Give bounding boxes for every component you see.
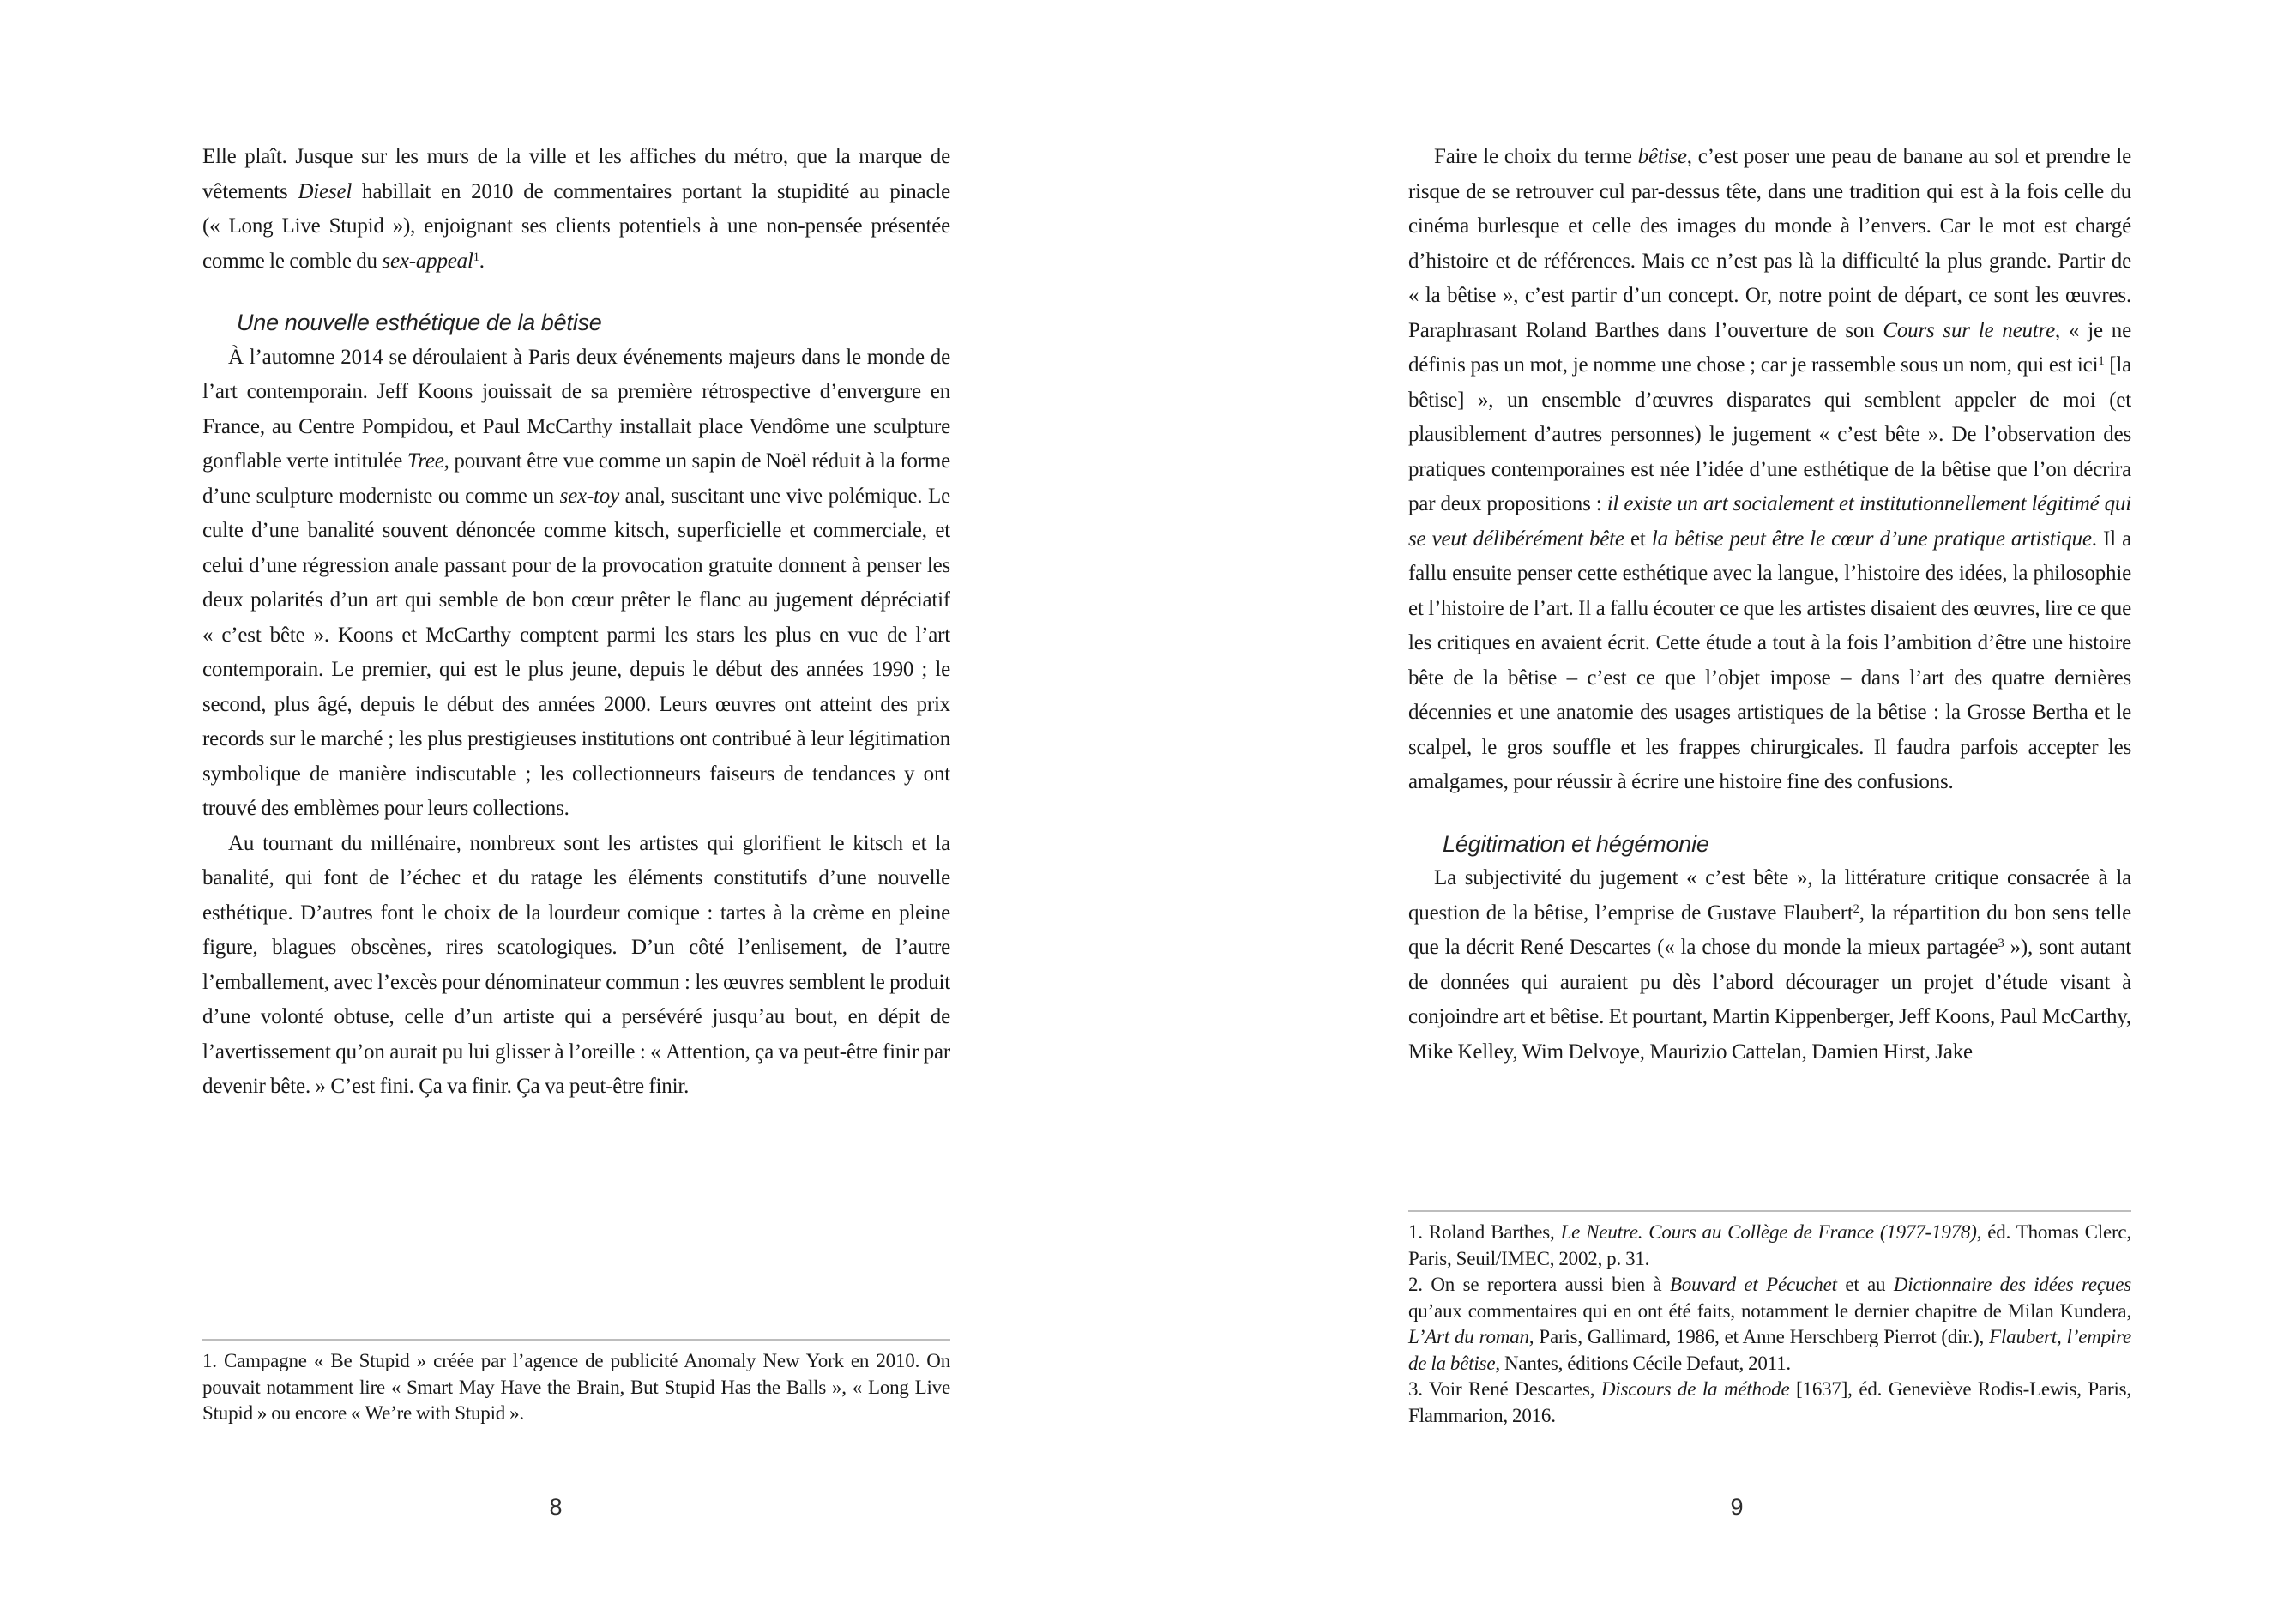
paragraph: Faire le choix du terme bêtise, c’est poser une peau de banane au sol et prendre le risque de se retrouver cul par-dessus tête, dans une tradition qui est à la fois celle du cinéma burlesque et celle des images du monde à l’envers. Car le mot est chargé d’histoire et de références. Mais ce n’est pas là la difficulté la plus grande. Partir de « la bêtise », c’est partir d’un concept. Or, notre point de départ, ce sont les œuvres. Paraphrasant Roland Barthes dans l’ouverture de son Cours sur le neutre, « je ne définis pas un mot, je nomme une chose ; car je rassemble sous un nom, qui est ici$^1$ [la bêtise] », un ensemble d’œuvres disparates qui semblent appeler de moi (et plausiblement d’autres personnes) le jugement « c’est bête ». De l’observation des pratiques contemporaines est née l’idée d’une esthétique de la bêtise que l’on décrira par deux propositions : il existe un art socialement et institutionnellement légitimé qui se veut délibérément bête et la bêtise peut être le cœur d’une pratique artistique. Il a fallu ensuite penser cette esthétique avec la langue, l’histoire des idées, la philosophie et l’histoire de l’art. Il a fallu écouter ce que les artistes disaient des œuvres, lire ce que les critiques en avaient écrit. Cette étude a tout à la fois l’ambition d’être une histoire bête de la bêtise – c’est ce que l’objet impose – dans l’art des quatre dernières décennies et une anatomie des usages artistiques de la bêtise : la Grosse Bertha et le scalpel, le gros souffle et les frappes chirurgicales. Il faudra parfois accepter les amalgames, pour réussir à écrire une histoire fine des confusions. [1408, 145, 2131, 793]
section-heading-nouvelle-esthetique: Une nouvelle esthétique de la bêtise [237, 310, 602, 335]
page-left-body [202, 140, 950, 1332]
footnote: 1. Campagne « Be Stupid » créée par l’agence de publicité Anomaly New York en 2010. On pouvait notamment lire « Smart May Have the Brain, But Stupid Has the Balls », « Long Live Stupid » ou encore « We’re with Stupid ». [202, 1350, 950, 1424]
page-right-body [1408, 140, 2131, 1205]
page-right [1408, 0, 2131, 1621]
paragraph: Au tournant du millénaire, nombreux sont les artistes qui glorifient le kitsch et la banalité, qui font de l’échec et du ratage les éléments constitutifs d’une nouvelle esthétique. D’autres font le choix de la lourdeur comique : tartes à la crème en pleine figure, blagues obscènes, rires scatologiques. D’un côté l’enlisement, de l’autre l’emballement, avec l’excès pour dénominateur commun : les œuvres semblent le produit d’une volonté obtuse, celle d’un artiste qui a persévéré jusqu’au bout, en dépit de l’avertissement qu’on aurait pu lui glisser à l’oreille : « Attention, ça va peut-être finir par devenir bête. » C’est fini. Ça va finir. Ça va peut-être finir. [202, 831, 950, 1098]
page-left [202, 0, 950, 1621]
footnote: 2. On se reportera aussi bien à Bouvard et Pécuchet et au Dictionnaire des idées reçues qu’aux commentaires qui en ont été faits, notamment le dernier chapitre de Milan Kundera, L’Art du roman, Paris, Gallimard, 1986, et Anne Herschberg Pierrot (dir.), Flaubert, l’empire de la bêtise, Nantes, éditions Cécile Defaut, 2011. [1408, 1274, 2132, 1374]
footnotes-right [1408, 1210, 2131, 1429]
footnote: 1. Roland Barthes, Le Neutre. Cours au Collège de France (1977-1978), éd. Thomas Clerc, Paris, Seuil/IMEC, 2002, p. 31. [1408, 1221, 2131, 1269]
footnotes-left [202, 1339, 950, 1427]
paragraph: À l’automne 2014 se déroulaient à Paris deux événements majeurs dans le monde de l’art contemporain. Jeff Koons jouissait de sa première rétrospective d’envergure en France, au Centre Pompidou, et Paul McCarthy installait place Vendôme une sculpture gonflable verte intitulée Tree, pouvant être vue comme un sapin de Noël réduit à la forme d’une sculpture moderniste ou comme un sex-toy anal, suscitant une vive polémique. Le culte d’une banalité souvent dénoncée comme kitsch, superficielle et commerciale, et celui d’une régression anale passant pour de la provocation gratuite donnent à penser les deux polarités d’un art qui semble de bon cœur prêter le flanc au jugement dépréciatif « c’est bête ». Koons et McCarthy comptent parmi les stars les plus en vue de l’art contemporain. Le premier, qui est le plus jeune, depuis le début des années 1990 ; le second, plus âgé, depuis le début des années 2000. Leurs œuvres ont atteint des prix records sur le marché ; les plus prestigieuses institutions ont contribué à leur légitimation symbolique de manière indiscutable ; les collectionneurs faiseurs de tendances y ont trouvé des emblèmes pour leurs collections. [202, 345, 950, 820]
page-number-left: 8 [549, 1494, 563, 1520]
paragraph: La subjectivité du jugement « c’est bête », la littérature critique consacrée à la question de la bêtise, l’emprise de Gustave Flaubert$^2$, la répartition du bon sens telle que la décrit René Descartes (« la chose du monde la mieux partagée$^3$ »), sont autant de données qui auraient pu dès l’abord décourager un projet d’étude visant à conjoindre art et bêtise. Et pourtant, Martin Kippenberger, Jeff Koons, Paul McCarthy, Mike Kelley, Wim Delvoye, Maurizio Cattelan, Damien Hirst, Jake [1408, 866, 2131, 1064]
paragraph: Elle plaît. Jusque sur les murs de la ville et les affiches du métro, que la marque de vêtements Diesel habillait en 2010 de commentaires portant la stupidité au pinacle (« Long Live Stupid »), enjoignant ses clients potentiels à une non-pensée présentée comme le comble du sex-appeal$^1$. [202, 145, 950, 273]
footnote: 3. Voir René Descartes, Discours de la méthode [1637], éd. Geneviève Rodis-Lewis, Paris, Flammarion, 2016. [1408, 1378, 2131, 1426]
section-heading-legitimation-hegemonie: Légitimation et hégémonie [1443, 830, 1709, 857]
page-number-right: 9 [1730, 1494, 1744, 1520]
